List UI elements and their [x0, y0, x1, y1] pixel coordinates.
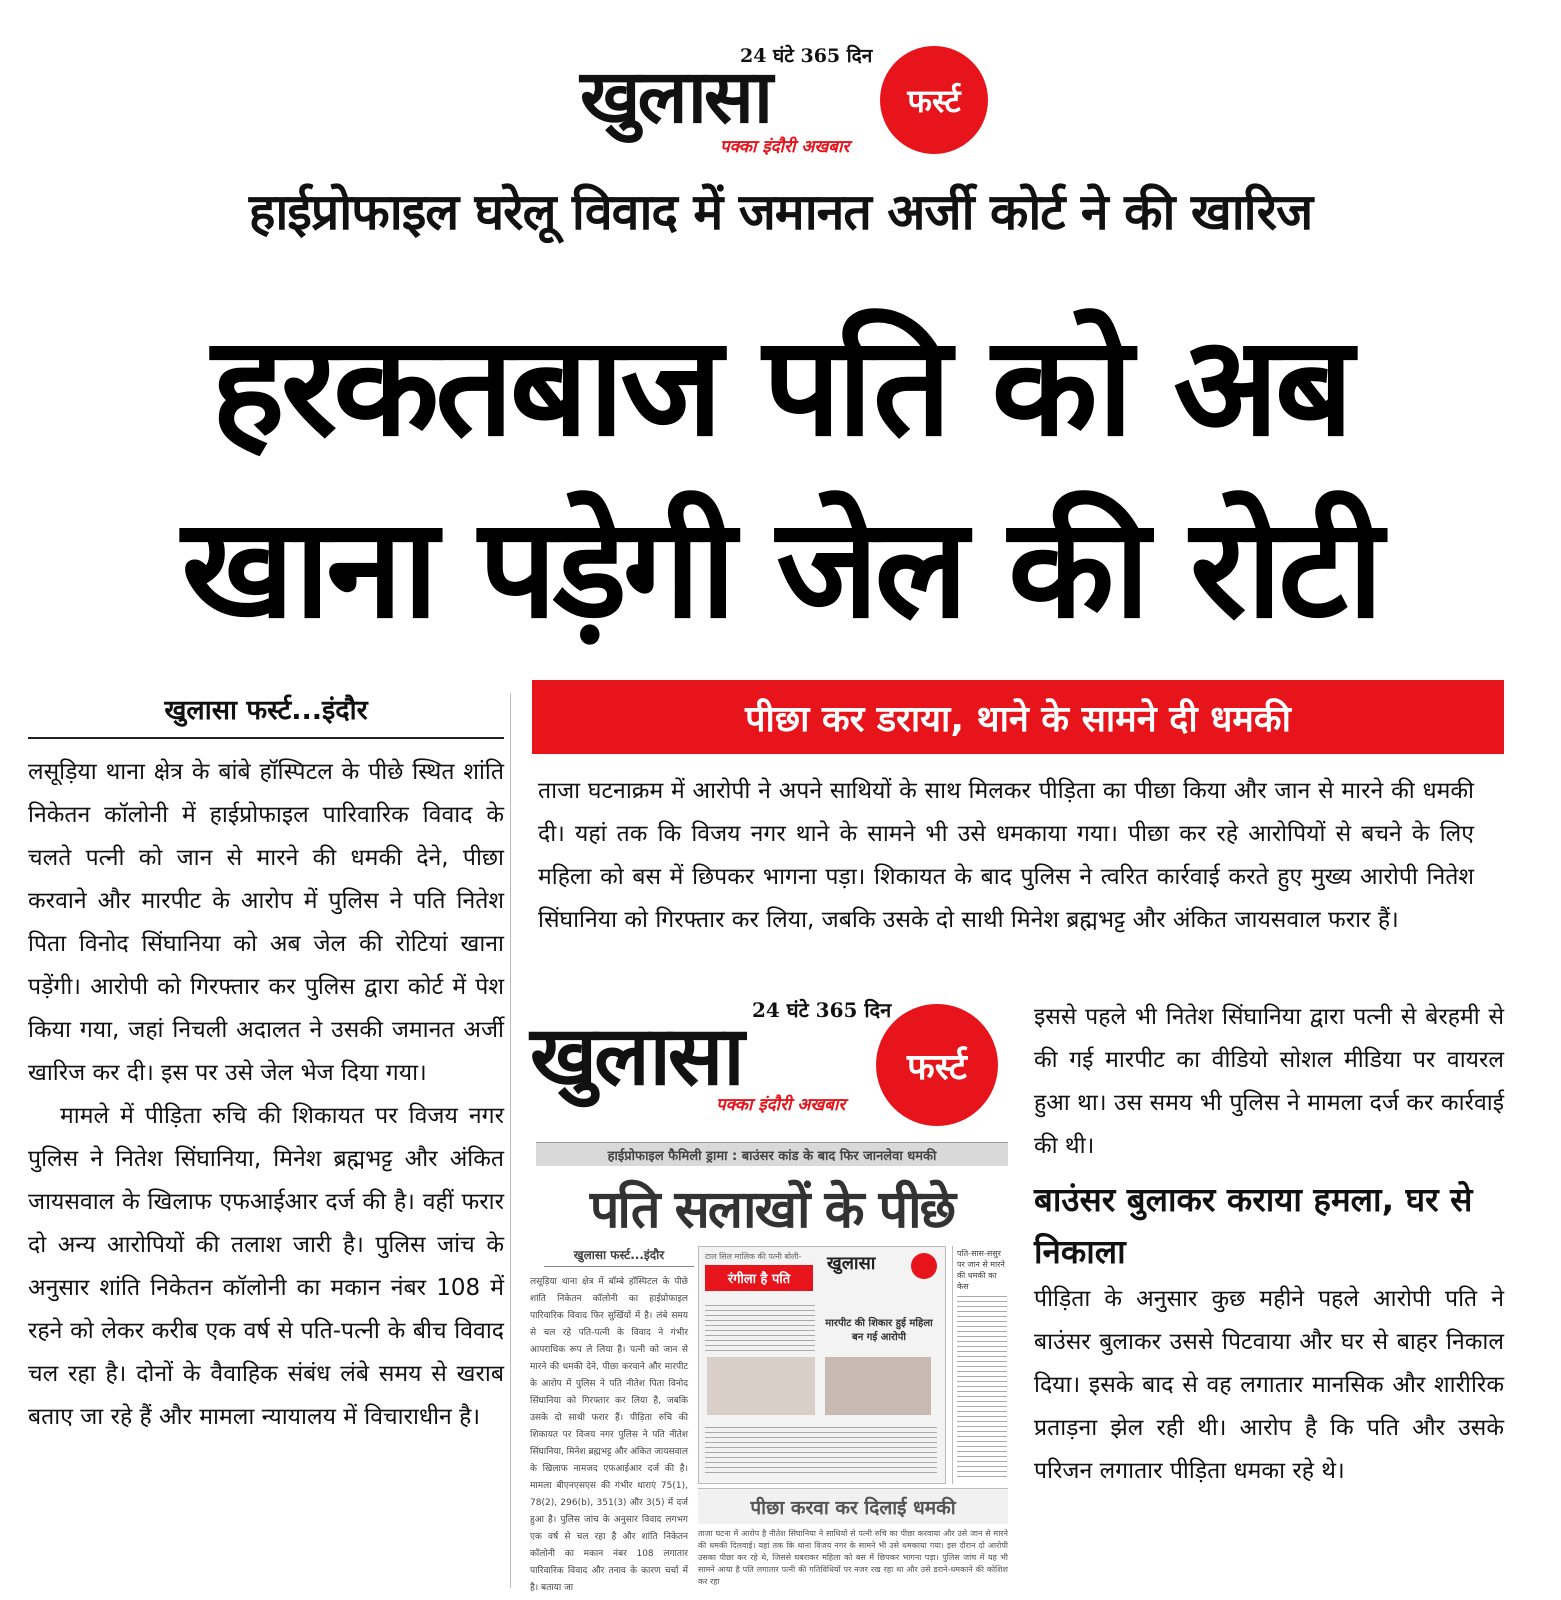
clipping-red-circle: [876, 1004, 998, 1126]
masthead-tagline: 24 घंटे 365 दिन: [740, 45, 873, 67]
right-paragraph-1: इससे पहले भी नितेश सिंघानिया द्वारा पत्नी से बेरहमी से की गई मारपीट का वीडियो सोशल मीडिया पर वायरल हुआ था। उस समय भी पुलिस ने मामला दर्ज कर कार्रवाई की थी।: [1034, 1004, 1504, 1159]
masthead-name: खुलासा: [580, 54, 771, 140]
left-article-body: [28, 751, 504, 1439]
clipping-kicker-strip: हाईप्रोफाइल फैमिली ड्रामा : बाउंसर कांड के बाद फिर जानलेवा धमकी: [536, 1142, 1008, 1166]
clipping-body-text: लसूड़िया थाना क्षेत्र में बॉम्बे हॉस्पिटल के पीछे शांति निकेतन कॉलोनी का हाईप्रोफाइल पारिवारिक विवाद फिर सुर्खियों में है। लंबे समय से चल रहे पति-पत्नी के विवाद ने गंभीर आपराधिक रूप ले लिया है। पत्नी को जान से मारने की धमकी देने, पीछा करवाने और मारपीट के आरोप में पुलिस ने पति नीतेश पिता विनोद सिंघानिया को गिरफ्तार कर लिया है, जबकि उसके दो साथी फरार हैं। पीड़िता रुचि की शिकायत पर विजय नगर पुलिस ने पति नीतेश सिंघानिया, मिनेश ब्रह्मभट्ट और अंकित जायसवाल के खिलाफ नामजद एफआईआर दर्ज की है। मामला बीएनएसएस की गंभीर धाराएं 75(1), 78(2), 296(b), 351(3) और 3(5) में दर्ज हुआ है। पुलिस जांच के अनुसार विवाद लगभग एक वर्ष से चल रहा है और शांति निकेतन कॉलोनी का मकान नंबर 108 लगातार पारिवारिक विवाद और तनाव के कारण चर्चा में है। बताया जा: [530, 1277, 688, 1593]
main-headline-line-2: खाना पड़ेगी जेल की रोटी: [181, 488, 1380, 649]
dateline: खुलासा फर्स्ट...इंदौर: [164, 695, 368, 726]
left-column: [28, 690, 504, 1439]
right-subheading: बाउंसर बुलाकर कराया हमला, घर से निकाला: [1034, 1180, 1473, 1271]
inner-paper-story-headline: मारपीट की शिकार हुई महिला बन गई आरोपी: [825, 1318, 933, 1343]
clipping-side-text-lines: [957, 1292, 1007, 1478]
inner-paper-top-text: टाल सिल मालिक की पत्नी बोली-: [705, 1252, 802, 1261]
column-divider: [510, 693, 511, 1588]
right-top-paragraph: ताजा घटनाक्रम में आरोपी ने अपने साथियों के साथ मिलकर पीड़िता का पीछा किया और जान से मारने की धमकी दी। यहां तक कि विजय नगर थाने के सामने भी उसे धमकाया गया। पीछा कर रहे आरोपियों से बचने के लिए महिला को बस में छिपकर भागना पड़ा। शिकायत के बाद पुलिस ने त्वरित कार्रवाई करते हुए मुख्य आरोपी नितेश सिंघानिया को गिरफ्तार कर लिया, जबकि उसके दो साथी मिनेश ब्रह्मभट्ट और अंकित जायसवाल फरार हैं।: [538, 778, 1474, 933]
inner-paper-photo-right: [825, 1357, 931, 1415]
clipping-inner-newspaper-image: [698, 1246, 946, 1484]
inner-paper-masthead-text: खुलासा: [827, 1253, 876, 1274]
inner-paper-text-lines-bottom: [705, 1423, 937, 1477]
clipping-footer-text: ताजा घटना में आरोप है नीतेश सिंघानिया ने साथियों से पत्नी रुचि का पीछा करवाया और उसे जान से मारने की धमकी दिलवाई। यहां तक कि थाना विजय नगर के सामने भी उसे धमकाया गया। इस दौरान दो आरोपी उसका पीछा कर रहे थे, जिससे घबराकर महिला को बस में छिपकर भागना पड़ा। पुलिस जांच में यह भी सामने आया है पति लगातार पत्नी की गतिविधियों पर नजर रख रहा था और उसे डराने-धमकाने की कोशिश कर रहा: [698, 1529, 1008, 1586]
kicker-headline: हाईप्रोफाइल घरेलू विवाद में जमानत अर्जी कोर्ट ने की खारिज: [248, 183, 1313, 241]
newspaper-clipping: [520, 996, 1010, 1596]
clipping-side-headline: पति-सास-ससुर पर जान से मारने की धमकी का केस: [957, 1249, 1005, 1291]
clipping-side-column: [952, 1246, 1008, 1484]
inner-paper-red-dot: [911, 1253, 937, 1279]
masthead-circle-text: फर्स्ट: [907, 81, 961, 120]
dateline-rule: [28, 737, 504, 739]
masthead-subtitle: पक्का इंदौरी अखबार: [720, 137, 850, 157]
right-paragraph-2: पीड़िता के अनुसार कुछ महीने पहले आरोपी पति ने बाउंसर बुलाकर उससे पिटवाया और घर से बाहर निकाल दिया। इसके बाद से वह लगातार मानसिक और शारीरिक प्रताड़ना झेल रही थी। आरोप है कि पति और उसके परिजन लगातार पीड़िता धमका रहे थे।: [1034, 1286, 1504, 1484]
masthead-logo: [580, 42, 1000, 157]
inner-paper-red-box: रंगीला है पति: [705, 1265, 813, 1291]
inner-paper-masthead: [827, 1251, 937, 1291]
clipping-masthead: [520, 996, 1010, 1126]
inner-paper-photo-left: [707, 1357, 815, 1415]
left-paragraph-1: लसूड़िया थाना क्षेत्र के बांबे हॉस्पिटल के पीछे स्थित शांति निकेतन कॉलोनी में हाईप्रोफाइल पारिवारिक विवाद के चलते पत्नी को जान से मारने की धमकी देने, पीछा करवाने और मारपीट के आरोप में पुलिस ने पति नितेश पिता विनोद सिंघानिया को अब जेल की रोटियां खाना पड़ेंगी। आरोपी को गिरफ्तार कर पुलिस द्वारा कोर्ट में पेश किया गया, जहां निचली अदालत ने उसकी जमानत अर्जी खारिज कर दी। इस पर उसे जेल भेज दिया गया।: [28, 759, 504, 1086]
red-subheading-banner: पीछा कर डराया, थाने के सामने दी धमकी: [532, 680, 1504, 754]
left-paragraph-2: मामले में पीड़िता रुचि की शिकायत पर विजय नगर पुलिस ने नितेश सिंघानिया, मिनेश ब्रह्मभट्ट और अंकित जायसवाल के खिलाफ एफआईआर दर्ज की है। वहीं फरार दो अन्य आरोपियों की तलाश जारी है। पुलिस जांच के अनुसार शांति निकेतन कॉलोनी का मकान नंबर 108 में रहने को लेकर करीब एक वर्ष से पति-पत्नी के बीच विवाद चल रहा है। दोनों के वैवाहिक संबंध लंबे समय से खराब बताए जा रहे हैं और मामला न्यायालय में विचाराधीन है।: [28, 1103, 504, 1430]
clipping-circle-text: फर्स्ट: [907, 1045, 967, 1088]
clipping-subtitle: पक्का इंदौरी अखबार: [716, 1095, 846, 1115]
masthead-red-circle: [880, 46, 988, 154]
clipping-subheading: पीछा करवा कर दिलाई धमकी: [698, 1488, 1008, 1524]
clipping-tagline: 24 घंटे 365 दिन: [752, 998, 892, 1022]
right-column: [1034, 996, 1504, 1493]
inner-paper-text-lines: [705, 1301, 815, 1351]
main-headline-line-1: हरकतबाज पति को अब: [211, 306, 1350, 467]
clipping-dateline: खुलासा फर्स्ट...इंदौर: [544, 1246, 694, 1267]
clipping-headline: पति सलाखों के पीछे: [589, 1180, 955, 1240]
clipping-name: खुलासा: [530, 1009, 742, 1104]
